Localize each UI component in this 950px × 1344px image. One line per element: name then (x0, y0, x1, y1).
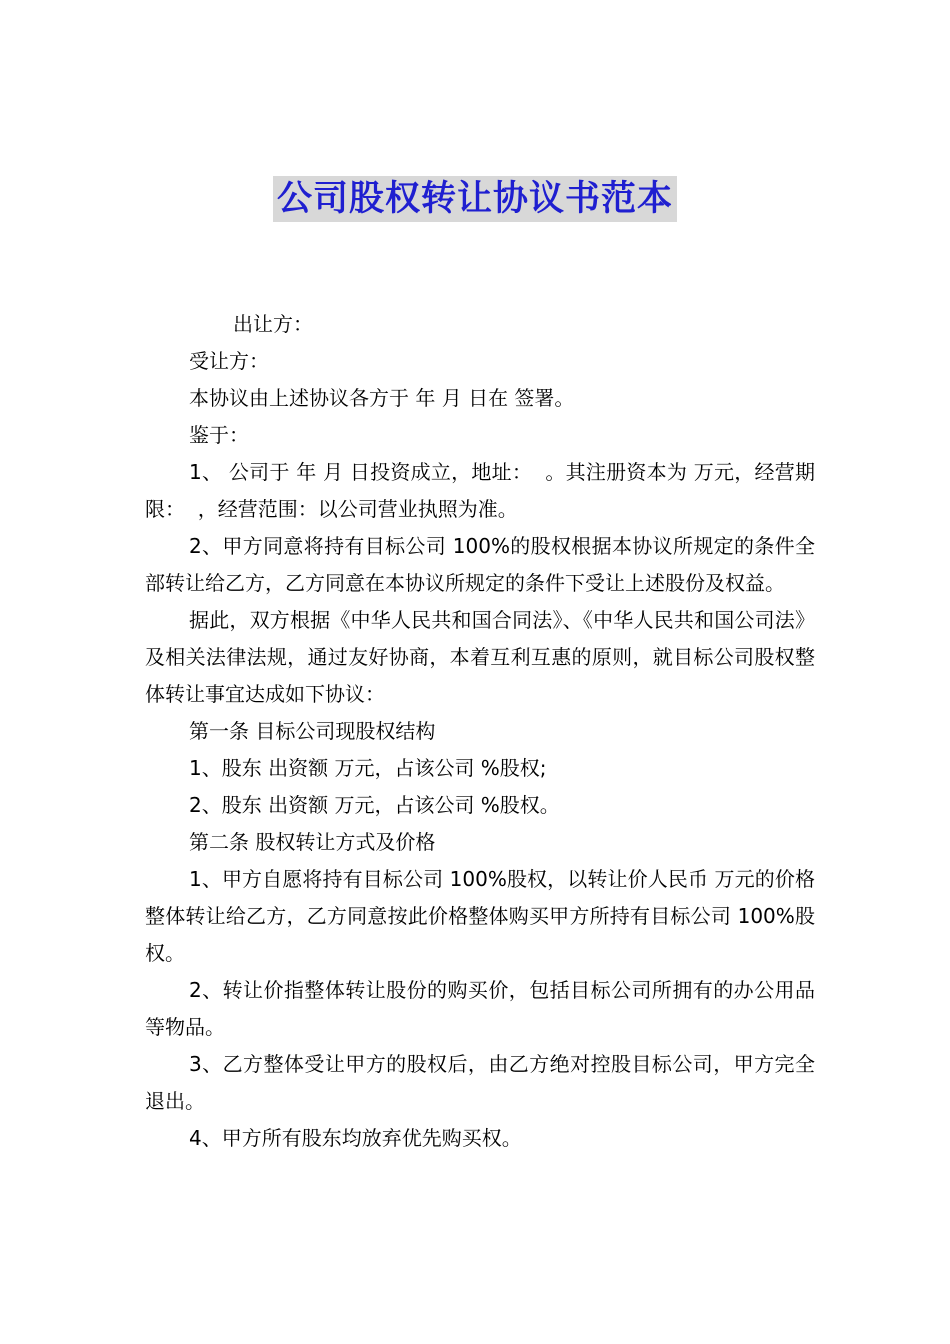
paragraph-signing: 本协议由上述协议各方于 年 月 日在 签署。 (189, 386, 575, 410)
title-block (0, 176, 950, 222)
article-2-item-2: 2、转让价指整体转让股份的购买价，包括目标公司所拥有的办公用品等物品。 (145, 978, 815, 1039)
article-1-item-2: 2、股东 出资额 万元，占该公司 %股权。 (189, 793, 560, 817)
paragraph-accordingly: 据此，双方根据《中华人民共和国合同法》、《中华人民共和国公司法》及相关法律法规，通过友好协商，本着互利互惠的原则，就目标公司股权整体转让事宜达成如下协议： (145, 608, 815, 706)
document-title: 公司股权转让协议书范本 (273, 176, 677, 222)
article-2-item-3: 3、乙方整体受让甲方的股权后，由乙方绝对控股目标公司，甲方完全退出。 (145, 1052, 815, 1113)
article-2-heading: 第二条 股权转让方式及价格 (189, 830, 436, 854)
paragraph-transferor: 出让方： (233, 312, 313, 336)
document-body (145, 306, 815, 1157)
article-1-item-1: 1、股东 出资额 万元，占该公司 %股权; (189, 756, 547, 780)
article-1-heading: 第一条 目标公司现股权结构 (189, 719, 436, 743)
paragraph-recital-2: 2、甲方同意将持有目标公司 100%的股权根据本协议所规定的条件全部转让给乙方，乙方同意在本协议所规定的条件下受让上述股份及权益。 (145, 534, 815, 595)
article-2-item-1: 1、甲方自愿将持有目标公司 100%股权，以转让价人民币 万元的价格整体转让给乙方，乙方同意按此价格整体购买甲方所持有目标公司 100%股权。 (145, 867, 815, 965)
paragraph-transferee: 受让方： (189, 349, 269, 373)
paragraph-recital-1: 1、 公司于 年 月 日投资成立，地址： 。其注册资本为 万元，经营期限： ，经营范围：以公司营业执照为准。 (145, 460, 815, 521)
paragraph-whereas: 鉴于： (189, 423, 249, 447)
article-2-item-4: 4、甲方所有股东均放弃优先购买权。 (189, 1126, 522, 1150)
